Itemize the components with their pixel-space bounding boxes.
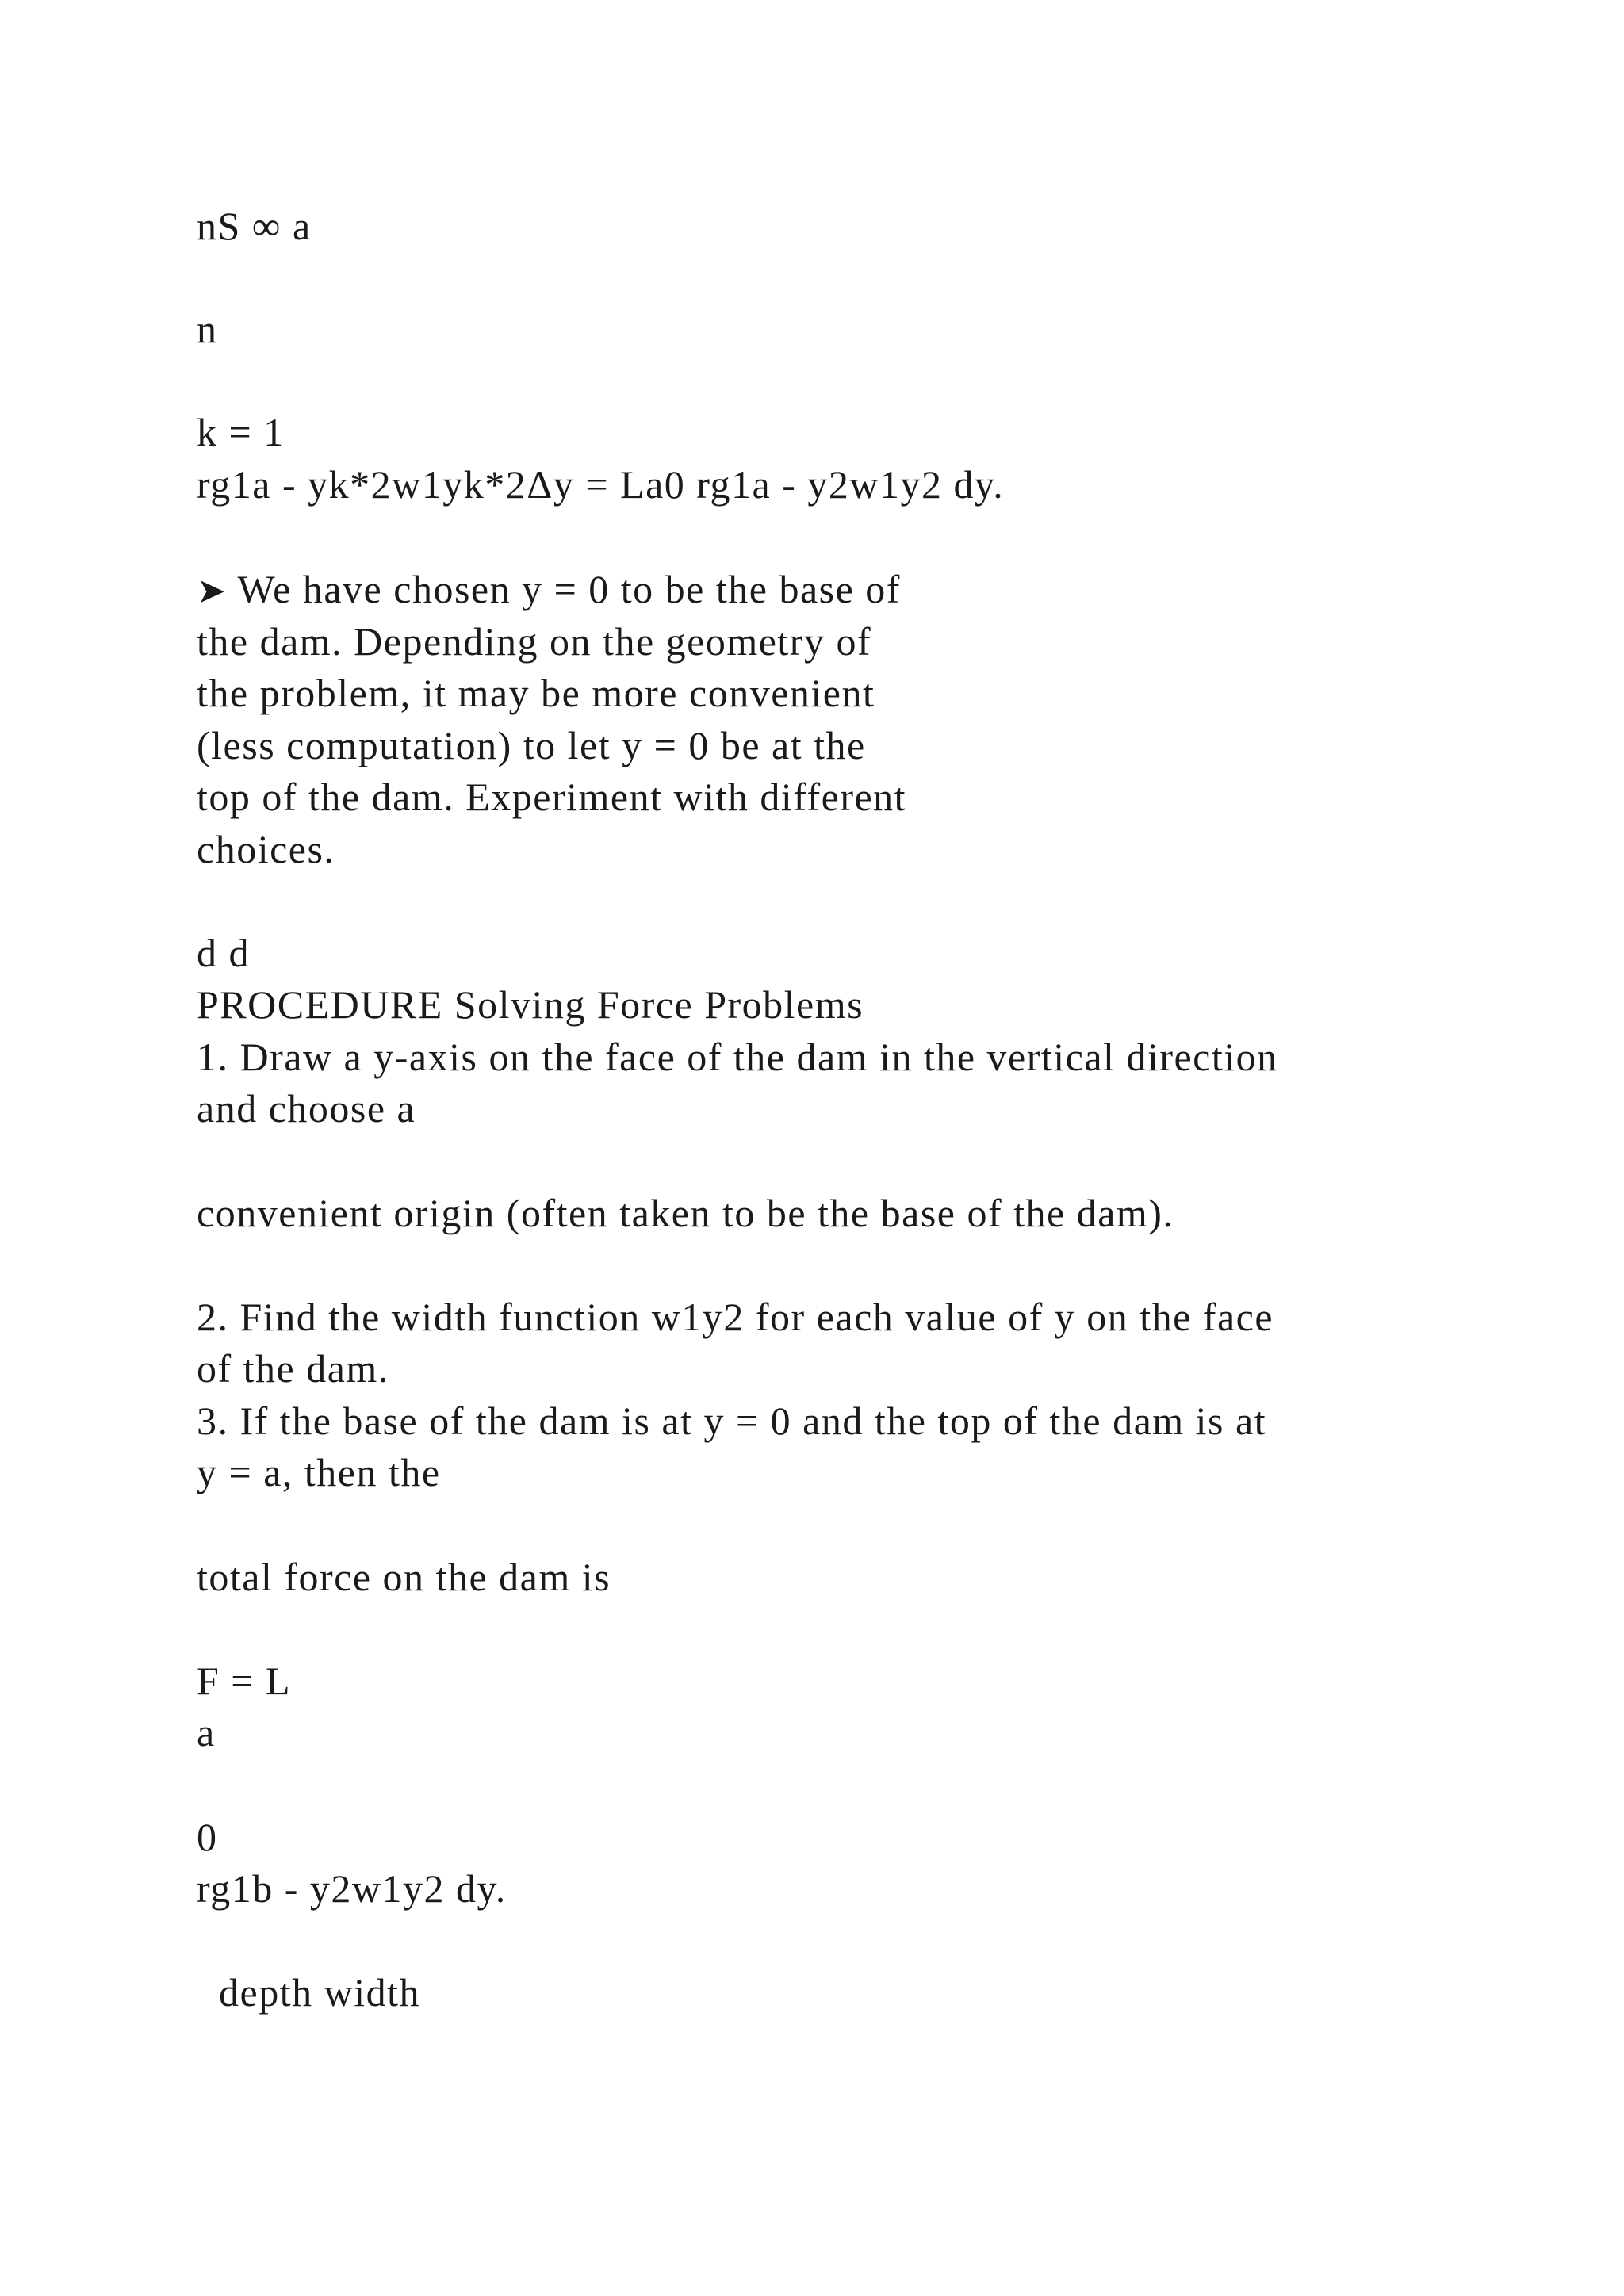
note-line-6: choices. (197, 827, 335, 871)
label-d-d: d d (197, 931, 250, 975)
note-line-2: the dam. Depending on the geometry of (197, 619, 872, 664)
note-line-5: top of the dam. Experiment with different (197, 775, 907, 819)
depth-width-labels: depth width (197, 1970, 420, 2015)
note-line-3: the problem, it may be more convenient (197, 671, 875, 715)
arrow-bullet-icon: ➤ (197, 571, 228, 611)
summation-line: nS ∞ a (197, 204, 312, 248)
integral-lower-limit: 0 (197, 1815, 218, 1859)
step-3-line-1: 3. If the base of the dam is at y = 0 and the top of the dam is at (197, 1399, 1267, 1443)
step-3-line-3: total force on the dam is (197, 1555, 611, 1599)
note-text-1: We have chosen y = 0 to be the base of (237, 567, 901, 611)
summation-index-k: k = 1 (197, 410, 285, 454)
step-1-line-1: 1. Draw a y-axis on the face of the dam in the vertical direction (197, 1035, 1278, 1079)
riemann-sum-equation: rg1a - yk*2w1yk*2Δy = La0 rg1a - y2w1y2 dy. (197, 462, 1005, 507)
summation-index-n: n (197, 307, 218, 351)
step-2-line-2: of the dam. (197, 1346, 389, 1391)
step-3-line-2: y = a, then the (197, 1450, 441, 1494)
note-line-4: (less computation) to let y = 0 be at the (197, 723, 866, 767)
step-1-line-2: and choose a (197, 1086, 416, 1131)
force-integrand: rg1b - y2w1y2 dy. (197, 1866, 507, 1911)
procedure-heading: PROCEDURE Solving Force Problems (197, 982, 864, 1027)
integral-upper-limit: a (197, 1710, 216, 1755)
force-formula-lhs: F = L (197, 1659, 292, 1703)
step-2-line-1: 2. Find the width function w1y2 for each value of y on the face (197, 1295, 1274, 1339)
step-1-line-3: convenient origin (often taken to be the base of the dam). (197, 1191, 1174, 1235)
note-line-1 (197, 563, 901, 618)
